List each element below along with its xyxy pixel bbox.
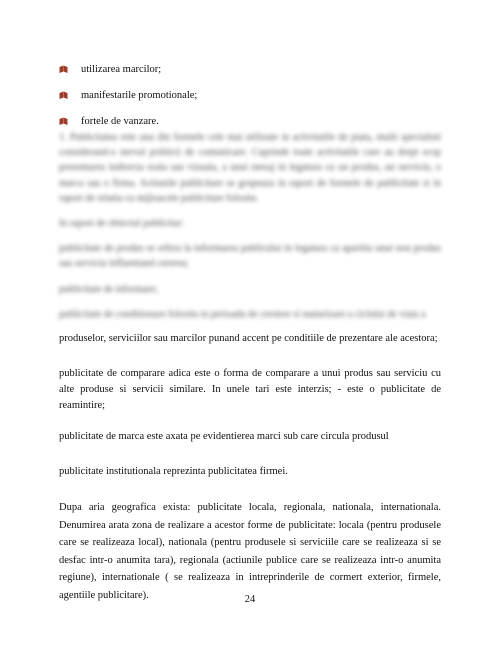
book-bullet-icon — [59, 91, 68, 100]
list-item — [59, 56, 459, 82]
bullet-list — [59, 56, 459, 134]
page-number: 24 — [244, 594, 256, 605]
list-item-label: fortele de vanzare. — [81, 115, 159, 127]
blurred-paragraph: publicitate de informare; — [59, 283, 158, 295]
paragraph: publicitate de marca este axata pe evidentierea marci sub care circula produsul — [59, 431, 389, 442]
blurred-preview-text — [59, 130, 441, 322]
blurred-paragraph: 1. Publicitatea este una din formele cele mai utilizate in activitatile de piata, multi specialisti considerand-o nervul politicii de comunicare. Cuprinde toate activitatile care au drept scop prezentarea indirecta orala sau vizuala, a unui mesaj in legatura cu un produs, un serviciu, o marca sau o firma. Actiunile publicitare se grupeaza in raport de formele de publicitate si in raport de relatia cu mijloacele publicitare folosite. — [59, 132, 441, 204]
blurred-paragraph: publicitate de produs se refera la informarea publicului in legatura cu aparitia unui nou produs sau serviciu influentand cererea; — [59, 243, 441, 270]
list-item-label: utilizarea marcilor; — [81, 63, 162, 75]
list-item — [59, 82, 459, 108]
list-item-label: manifestarile promotionale; — [81, 89, 198, 101]
book-bullet-icon — [59, 65, 68, 74]
blurred-paragraph: publicitate de conditionare folosita in perioada de crestere si maturizare a ciclului de viata a — [59, 308, 426, 320]
paragraph: Dupa aria geografica exista: publicitate locala, regionala, nationala, internationala. Denumirea arata zona de realizare a acestor forme de publicitate: locala (pentru produsele care se realizeaza local), nationala (pentru produsele si serviciile care se realizeaza si se desfac intr-o anumita tara), regionala (actiunile publice care se realizeaza intr-o anumita regiune), internationale ( se realizeaza in intreprinderile de cormert exterior, firmele, agentiile publicitare). — [59, 502, 441, 601]
paragraph: produselor, serviciilor sau marcilor punand accent pe conditiile de prezentare ale acestora; — [59, 333, 438, 344]
book-bullet-icon — [59, 117, 68, 126]
paragraph: publicitate institutionala reprezinta publicitatea firmei. — [59, 466, 288, 477]
blurred-paragraph: In raport de obiectul publicitar: — [59, 218, 184, 230]
paragraph: publicitate de comparare adica este o forma de comparare a unui produs sau serviciu cu alte produse si servicii similare. In unele tari este interzis; - este o publicitate de reamintire; — [59, 368, 441, 411]
body-text — [59, 331, 441, 619]
